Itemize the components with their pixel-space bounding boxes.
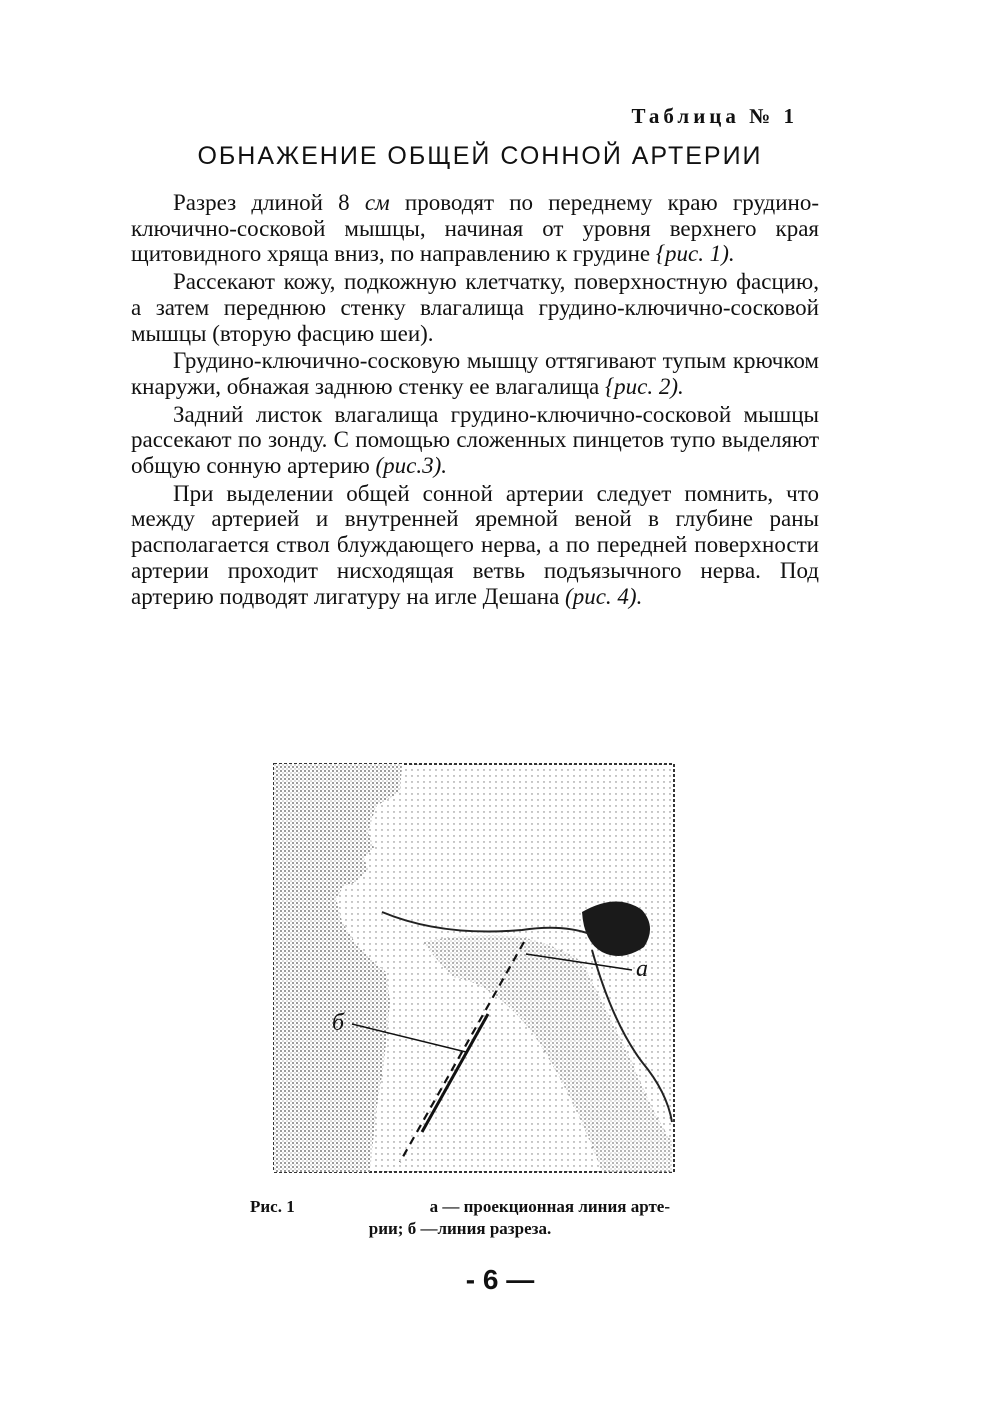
table-label: Таблица № 1: [631, 104, 798, 128]
label-a: а: [636, 956, 648, 982]
figure-caption: [250, 1196, 670, 1240]
body-text: [131, 190, 819, 611]
caption-line-2: рии; б —линия разреза.: [368, 1219, 552, 1238]
caption-fig-ref: Рис. 1: [250, 1197, 295, 1216]
paragraph-2: Рассекают кожу, подкожную клетчатку, поверхностную фасцию, а затем переднюю стенку влагалища грудино-ключично-сосковой мышцы (вторую фасцию шеи).: [131, 269, 819, 346]
page-number: - 6 —: [465, 1264, 535, 1295]
paragraph-4: Задний листок влагалища грудино-ключично-сосковой мышцы рассекают по зонду. С помощью сложенных пинцетов тупо выделяют общую сонную артерию (рис.3).: [131, 401, 819, 479]
paragraph-1: Разрез длиной 8 см проводят по переднему краю грудино-ключично-сосковой мышцы, начиная от уровня верхнего края щитовидного хряща вниз, по направлению к грудине {рис. 1).: [131, 190, 820, 267]
paragraph-5: При выделении общей сонной артерии следует помнить, что между артерией и внутренней яремной веной в глубине раны располагается ствол блуждающего нерва, а по передней поверхности артерии проходит нисходящая ветвь подъязычного нерва. Под артерию подводят лигатуру на игле Дешана (рис. 4).: [131, 480, 819, 609]
label-b: б: [332, 1010, 345, 1036]
paragraph-3: Грудино-ключично-сосковую мышцу оттягивают тупым крючком кнаружи, обнажая заднюю стенку ее влагалища {рис. 2).: [131, 348, 819, 399]
caption-a-text: а — проекционная линия арте-: [429, 1197, 670, 1216]
neck-illustration: [272, 762, 676, 1174]
page-title: ОБНАЖЕНИЕ ОБЩЕЙ СОННОЙ АРТЕРИИ: [197, 142, 763, 170]
